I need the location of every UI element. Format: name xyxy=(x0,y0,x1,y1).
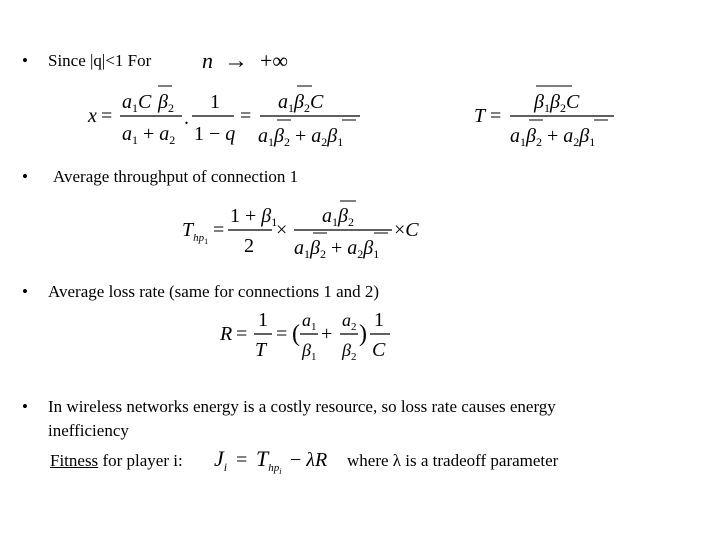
svg-text:a1β2 + a2β1: $a_1\beta_2 + a_2\beta_1$ xyxy=(258,125,344,149)
svg-text:Thpi: $T_{hp}i$ xyxy=(256,446,282,476)
plus-infinity-symbol: +∞ xyxy=(260,48,289,73)
fitness-word: Fitness xyxy=(50,451,99,470)
formula-loss-rate xyxy=(218,306,398,366)
svg-text:×C: ×C xyxy=(394,219,419,241)
svg-text:=: = xyxy=(236,449,248,471)
svg-text:Thp1: $T_{hp}1$ xyxy=(182,219,209,246)
limit-expression xyxy=(198,44,318,78)
svg-text:=: = xyxy=(213,219,225,241)
formula-throughput xyxy=(180,198,430,264)
svg-text:β2: $\beta_2$ xyxy=(342,340,357,363)
svg-text:1 − q: 1 − q xyxy=(194,123,236,145)
formula-x xyxy=(86,80,376,150)
n-symbol: n xyxy=(202,48,213,73)
bullet-text-throughput: Average throughput of connection 1 xyxy=(53,167,299,186)
svg-text:2: 2 xyxy=(244,235,254,257)
svg-text:×: × xyxy=(276,219,288,241)
svg-text:1: 1 xyxy=(374,309,384,331)
svg-text:1: 1 xyxy=(258,309,268,331)
fitness-tail: where λ is a tradeoff parameter xyxy=(347,451,559,470)
svg-text:): ) xyxy=(359,321,367,347)
svg-text:=: = xyxy=(101,105,113,127)
svg-text:=: = xyxy=(236,323,248,345)
bullet-text-since: Since |q|<1 For xyxy=(48,51,152,70)
bullet-marker: • xyxy=(22,397,28,416)
svg-text:1 + β1: $1 + \beta_1$ xyxy=(230,205,278,229)
svg-text:a1C: $a_1C$ xyxy=(122,91,152,115)
svg-text:=: = xyxy=(490,105,502,127)
svg-text:− λR: − λR xyxy=(290,449,328,471)
svg-text:a1β2: $a_1\beta_2$ xyxy=(322,205,354,229)
svg-text:β1β2C: $\beta_1\beta_2C$ xyxy=(534,91,580,115)
svg-text:β1: $\beta_1$ xyxy=(302,340,317,363)
svg-text:(: ( xyxy=(292,321,300,347)
svg-text:β2: $\beta_2$ xyxy=(158,91,174,115)
bullet-marker: • xyxy=(22,282,28,301)
formula-fitness xyxy=(212,440,342,480)
svg-text:a1 + a2: $a_1 + a_2$ xyxy=(122,123,176,147)
svg-text:1: 1 xyxy=(210,91,220,113)
svg-text:T: T xyxy=(474,105,486,127)
svg-text:C: C xyxy=(372,339,386,361)
svg-text:a1: $a_1$ xyxy=(302,310,317,333)
fitness-label xyxy=(50,450,183,472)
svg-text:a1β2 + a2β1: $a_1\beta_2 + a_2\beta_1$ xyxy=(510,125,596,149)
svg-text:Ji: $J_i$ xyxy=(214,446,228,474)
svg-text:=: = xyxy=(240,105,252,127)
fitness-label-rest: for player i: xyxy=(98,451,183,470)
bullet-marker: • xyxy=(22,167,28,186)
svg-text:a1β2 + a2β1: $a_1\beta_2 + a_2\beta_1$ xyxy=(294,237,380,261)
svg-text:.: . xyxy=(184,107,189,129)
bullet-text-loss-rate: Average loss rate (same for connections 1 and 2) xyxy=(48,282,380,301)
svg-text:R: R xyxy=(220,323,233,345)
formula-T xyxy=(472,80,632,150)
svg-text:T: T xyxy=(255,339,267,361)
bullet-marker: • xyxy=(22,51,28,70)
bullet-text-wireless-line1: In wireless networks energy is a costly resource, so loss rate causes energy xyxy=(48,397,556,416)
svg-text:x: x xyxy=(88,105,97,127)
svg-text:+: + xyxy=(321,323,333,345)
bullet-text-wireless-line2: inefficiency xyxy=(48,421,129,440)
svg-text:a1β2C: $a_1\beta_2C$ xyxy=(278,91,324,115)
arrow-symbol: → xyxy=(224,48,248,74)
svg-text:=: = xyxy=(276,323,288,345)
svg-text:a2: $a_2$ xyxy=(342,310,357,333)
